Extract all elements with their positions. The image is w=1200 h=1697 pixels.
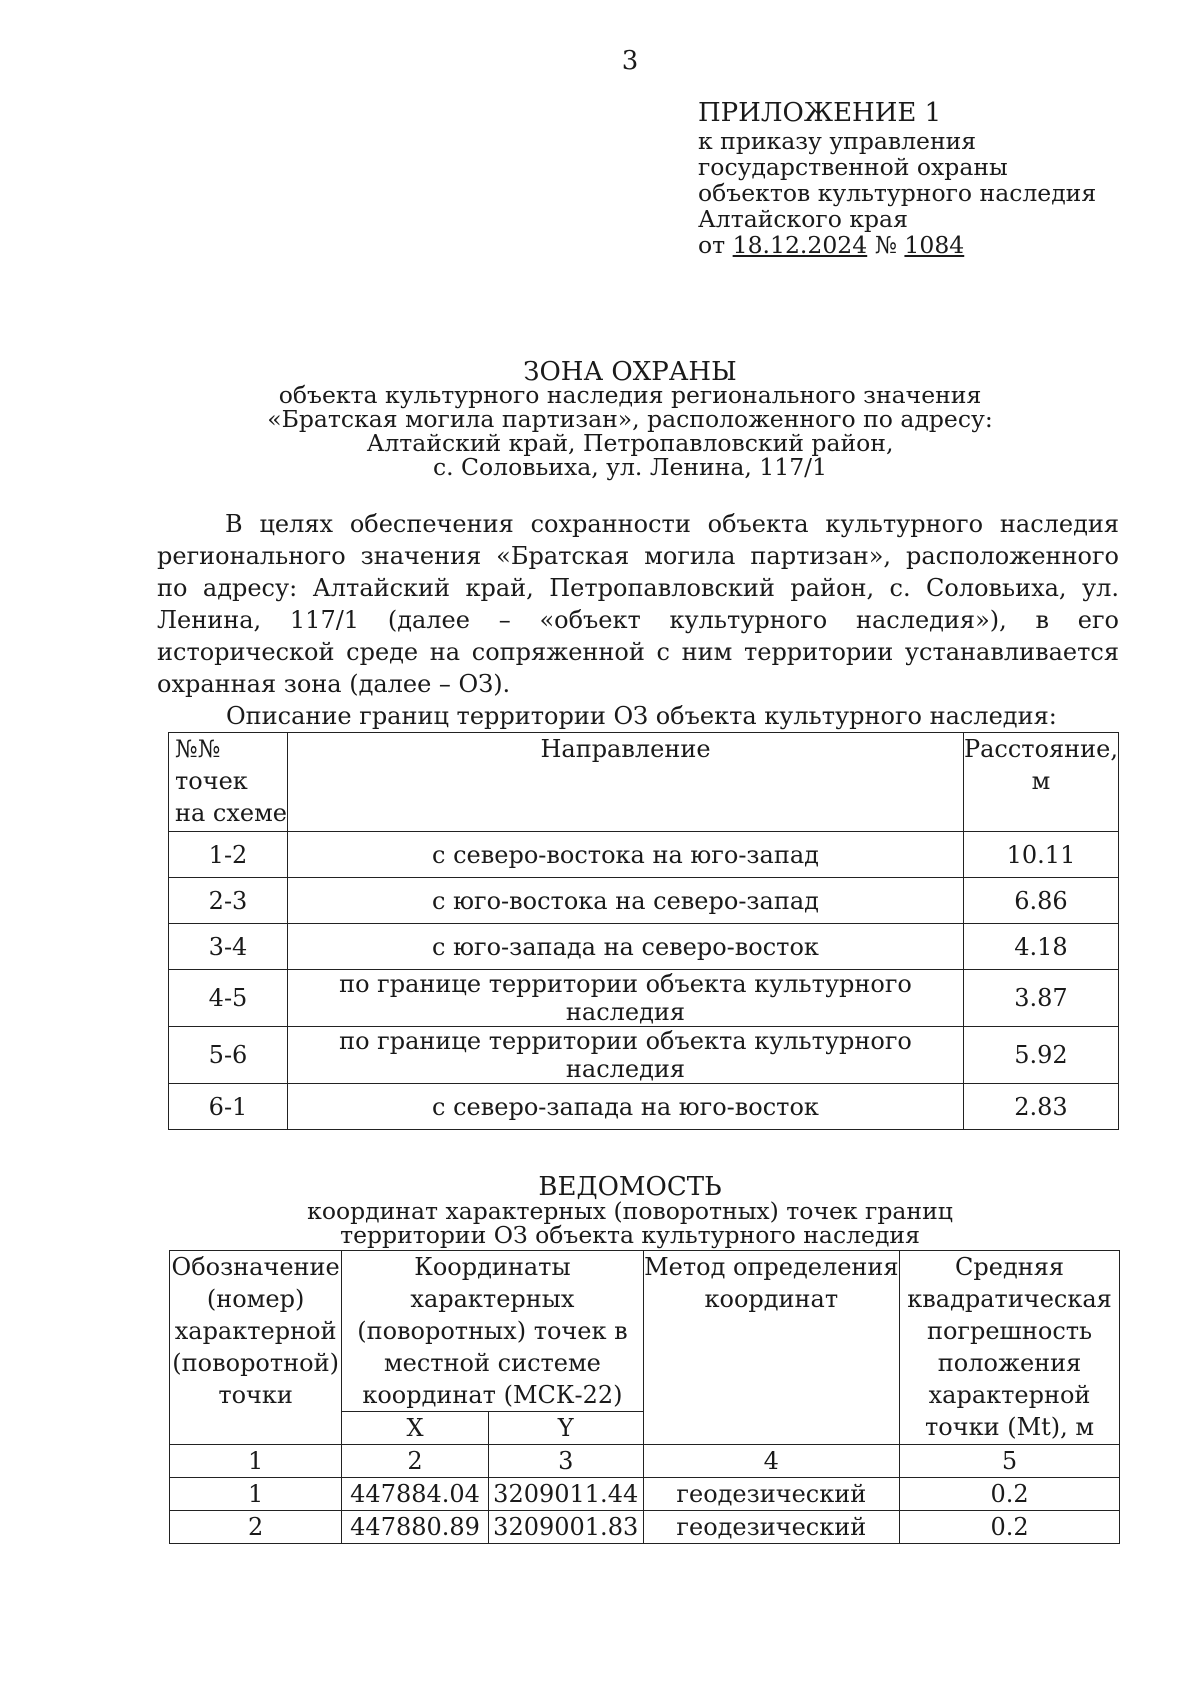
- table-row: [169, 832, 1119, 878]
- appendix-line: Алтайского края: [698, 205, 908, 233]
- boundaries-header-row: [169, 733, 1119, 832]
- cell-distance: 4.18: [963, 924, 1118, 970]
- order-number: 1084: [904, 231, 965, 259]
- table-row: [169, 970, 1119, 1027]
- cell-direction: по границе территории объекта культурного наследия: [288, 970, 964, 1027]
- date-prefix: от: [698, 231, 726, 259]
- zone-subtitle-line: объекта культурного наследия регионального значения: [278, 381, 982, 409]
- table-row: [169, 878, 1119, 924]
- cell-direction: с северо-запада на юго-восток: [288, 1084, 964, 1130]
- header-error: Средняя квадратическая погрешность положения характерной точки (Mt), м: [900, 1251, 1120, 1445]
- cell-method: геодезический: [643, 1511, 900, 1544]
- header-distance: Расстояние, м: [963, 733, 1118, 832]
- cell-points: 3-4: [169, 924, 288, 970]
- cell-direction: с северо-востока на юго-запад: [288, 832, 964, 878]
- intro-text: В целях обеспечения сохранности объекта культурного наследия регионального значения «Братская могила партизан», расположенного по адресу: Алтайский край, Петропавловский район, с. Соловьиха, ул. Ленина, 117/1 (далее – «объект культурного наследия»), в его исторической среде на сопряженной с ним территории устанавливается охранная зона (далее – ОЗ).: [157, 510, 1119, 698]
- table-row: [169, 924, 1119, 970]
- table-row: [169, 1084, 1119, 1130]
- cell-direction: по границе территории объекта культурного наследия: [288, 1027, 964, 1084]
- appendix-date-line: [698, 232, 1096, 258]
- boundaries-caption: Описание границ территории ОЗ объекта культурного наследия:: [226, 702, 1057, 730]
- column-number: 5: [900, 1445, 1120, 1478]
- cell-points: 1-2: [169, 832, 288, 878]
- cell-points: 4-5: [169, 970, 288, 1027]
- cell-x: 447884.04: [342, 1478, 489, 1511]
- vedomost-subtitle-line: территории ОЗ объекта культурного наследия: [340, 1221, 920, 1249]
- table-row: [169, 1027, 1119, 1084]
- header-y: Y: [488, 1412, 643, 1445]
- appendix-line: к приказу управления: [698, 127, 977, 155]
- order-date: 18.12.2024: [732, 231, 868, 259]
- vedomost-subtitle-line: координат характерных (поворотных) точек границ: [307, 1197, 953, 1225]
- table-row: [170, 1478, 1120, 1511]
- cell-direction: с юго-востока на северо-запад: [288, 878, 964, 924]
- vedomost-title: ВЕДОМОСТЬ: [538, 1172, 722, 1202]
- column-number: 1: [170, 1445, 342, 1478]
- header-method: Метод определения координат: [643, 1251, 900, 1445]
- cell-points: 6-1: [169, 1084, 288, 1130]
- vedomost-subtitle: [0, 1199, 1200, 1247]
- header-designation: Обозначение (номер) характерной (поворотной) точки: [170, 1251, 342, 1445]
- cell-direction: с юго-запада на северо-восток: [288, 924, 964, 970]
- cell-point: 2: [170, 1511, 342, 1544]
- appendix-line: объектов культурного наследия: [698, 179, 1097, 207]
- zone-subtitle-line: Алтайский край, Петропавловский район,: [366, 429, 894, 457]
- column-number: 3: [488, 1445, 643, 1478]
- table-row: [170, 1511, 1120, 1544]
- column-numbers-row: [170, 1445, 1120, 1478]
- cell-method: геодезический: [643, 1478, 900, 1511]
- zone-subtitle-line: с. Соловьиха, ул. Ленина, 117/1: [432, 453, 828, 481]
- zone-title: ЗОНА ОХРАНЫ: [523, 357, 737, 387]
- column-number: 4: [643, 1445, 900, 1478]
- intro-paragraph: [157, 508, 1119, 700]
- header-x: X: [342, 1412, 489, 1445]
- zone-subtitle-line: «Братская могила партизан», расположенного по адресу:: [267, 405, 993, 433]
- header-coordinates: Координаты характерных (поворотных) точек в местной системе координат (МСК-22): [342, 1251, 643, 1412]
- cell-distance: 5.92: [963, 1027, 1118, 1084]
- boundaries-table: [168, 732, 1119, 1130]
- cell-x: 447880.89: [342, 1511, 489, 1544]
- cell-points: 5-6: [169, 1027, 288, 1084]
- cell-y: 3209001.83: [488, 1511, 643, 1544]
- cell-points: 2-3: [169, 878, 288, 924]
- appendix-line: государственной охраны: [698, 153, 1008, 181]
- header-direction: Направление: [288, 733, 964, 832]
- coordinates-table: [169, 1250, 1120, 1544]
- cell-point: 1: [170, 1478, 342, 1511]
- cell-error: 0.2: [900, 1511, 1120, 1544]
- cell-distance: 10.11: [963, 832, 1118, 878]
- header-points: №№ точек на схеме: [169, 733, 288, 832]
- cell-y: 3209011.44: [488, 1478, 643, 1511]
- number-prefix: №: [874, 231, 897, 259]
- appendix-title: ПРИЛОЖЕНИЕ 1: [698, 98, 942, 128]
- cell-distance: 6.86: [963, 878, 1118, 924]
- page-number: 3: [621, 46, 639, 76]
- coordinates-header-row: [170, 1251, 1120, 1412]
- appendix-block: [698, 98, 1096, 258]
- zone-subtitle: [0, 383, 1200, 479]
- cell-error: 0.2: [900, 1478, 1120, 1511]
- column-number: 2: [342, 1445, 489, 1478]
- cell-distance: 3.87: [963, 970, 1118, 1027]
- cell-distance: 2.83: [963, 1084, 1118, 1130]
